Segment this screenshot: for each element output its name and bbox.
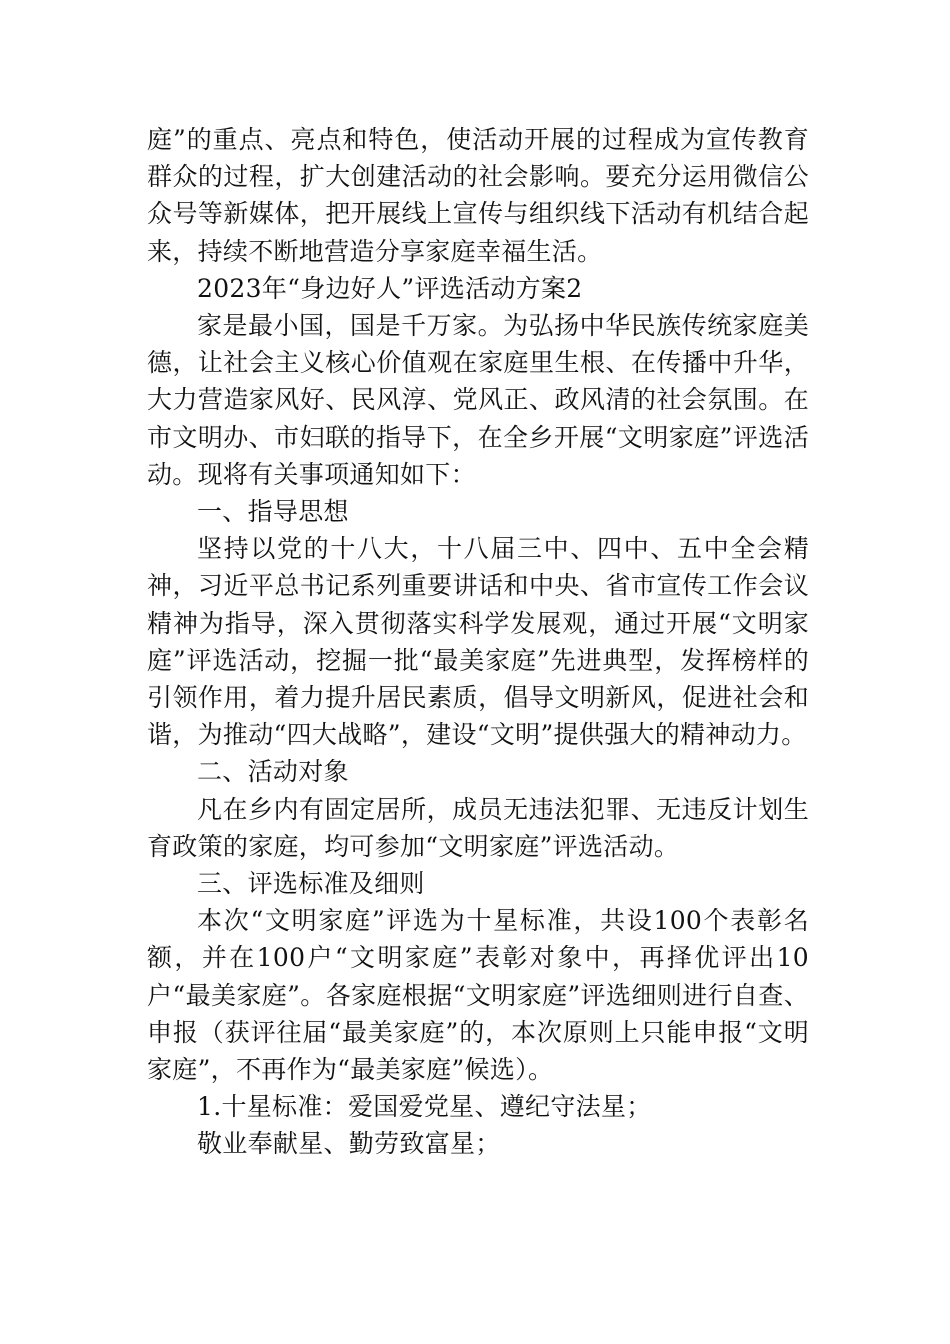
paragraph-evaluation-criteria: 本次“文明家庭”评选为十星标准，共设100个表彰名额，并在100户“文明家庭”表彰对象中，再择优评出10户“最美家庭”。各家庭根据“文明家庭”评选细则进行自查、申报（获评往届“最美家庭”的，本次原则上只能申报“文明家庭”，不再作为“最美家庭”候选）。 [147, 906, 809, 1085]
paragraph-continuation: 庭”的重点、亮点和特色，使活动开展的过程成为宣传教育群众的过程，扩大创建活动的社会影响。要充分运用微信公众号等新媒体，把开展线上宣传与组织线下活动有机结合起来，持续不断地营造分享家庭幸福生活。 [147, 125, 809, 266]
heading-guiding-ideology: 一、指导思想 [197, 497, 349, 527]
list-item-continuation: 敬业奉献星、勤劳致富星； [197, 1129, 501, 1159]
paragraph-activity-target: 凡在乡内有固定居所，成员无违法犯罪、无违反计划生育政策的家庭，均可参加“文明家庭”评选活动。 [147, 794, 809, 861]
document-body [147, 121, 809, 1163]
section-heading-plan-2: 2023年“身边好人”评选活动方案2 [197, 273, 583, 303]
paragraph-intro: 家是最小国，国是千万家。为弘扬中华民族传统家庭美德，让社会主义核心价值观在家庭里生根、在传播中升华，大力营造家风好、民风淳、党风正、政风清的社会氛围。在市文明办、市妇联的指导下，在全乡开展“文明家庭”评选活动。现将有关事项通知如下： [147, 311, 809, 489]
heading-evaluation-criteria: 三、评选标准及细则 [197, 869, 425, 899]
paragraph-guiding-ideology: 坚持以党的十八大，十八届三中、四中、五中全会精神，习近平总书记系列重要讲话和中央、省市宣传工作会议精神为指导，深入贯彻落实科学发展观，通过开展“文明家庭”评选活动，挖掘一批“最美家庭”先进典型，发挥榜样的引领作用，着力提升居民素质，倡导文明新风，促进社会和谐，为推动“四大战略”，建设“文明”提供强大的精神动力。 [147, 534, 809, 750]
heading-activity-target: 二、活动对象 [197, 757, 349, 787]
list-item-ten-star-standard: 1.十星标准：爱国爱党星、遵纪守法星； [197, 1092, 652, 1122]
